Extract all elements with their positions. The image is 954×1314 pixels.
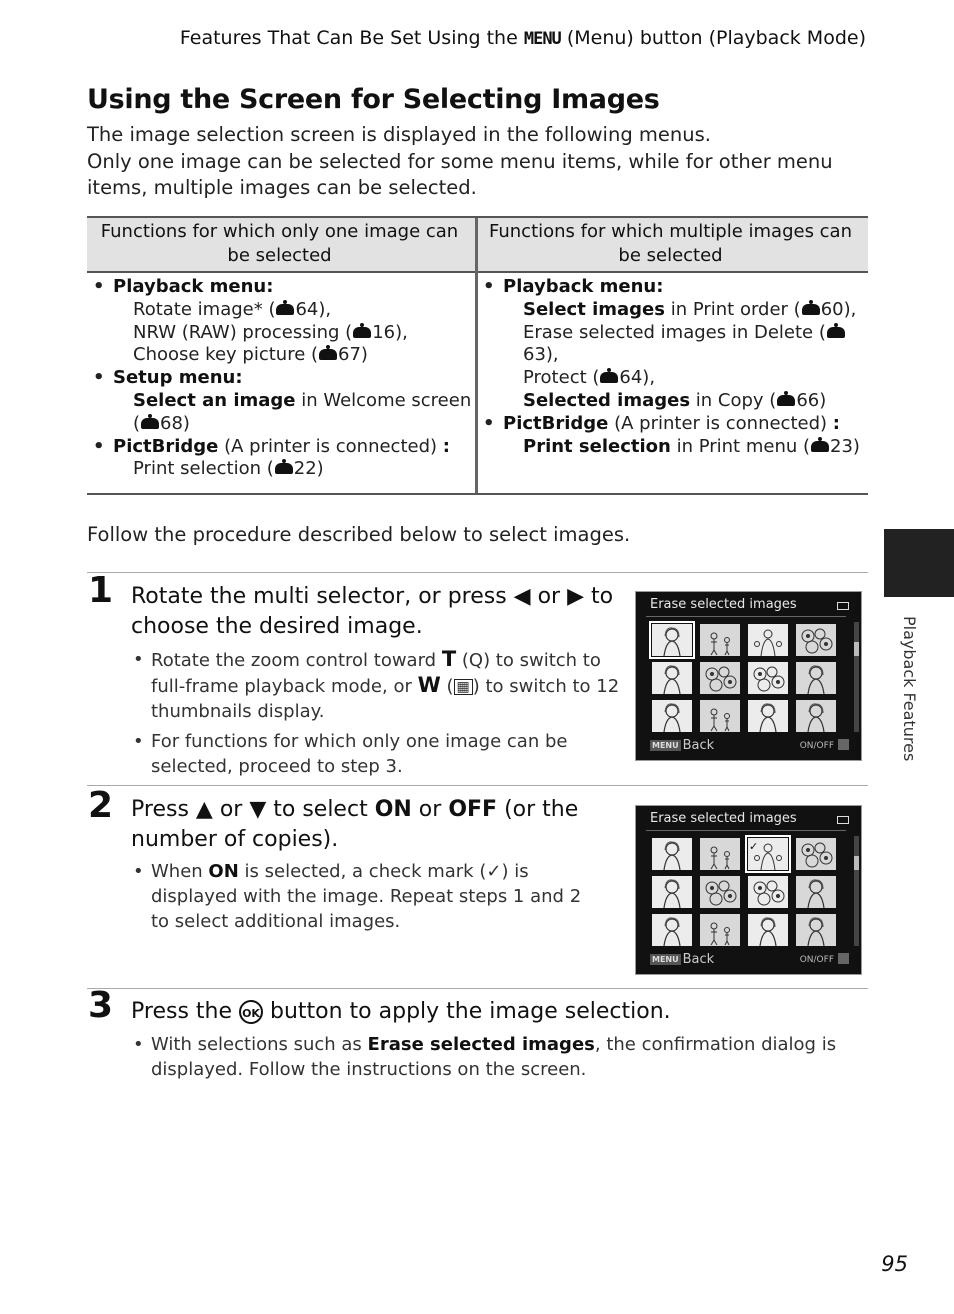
playback-zoom-icon: [838, 953, 849, 964]
check-mark-icon: ✓: [749, 840, 759, 853]
page-number: 95: [881, 1252, 908, 1276]
step-3-number: 3: [88, 985, 114, 1026]
e-reference-icon: [353, 327, 371, 338]
e-reference-icon: [276, 304, 294, 315]
step-2-number: 2: [88, 785, 114, 826]
section-tab: [884, 529, 954, 597]
list-item: • With selections such as Erase selected images, the confirmation dialog is displayed. Follow the instructions on the screen.: [131, 1032, 871, 1082]
camera-screen-2: Erase selected images ✓ MENU Back ON/OFF: [635, 805, 862, 975]
list-item: • When ON is selected, a check mark (✓) is displayed with the image. Repeat steps 1 and 2 to select additional images.: [131, 859, 596, 934]
e-reference-icon: [600, 372, 618, 383]
thumbnail[interactable]: [700, 700, 740, 732]
e-reference-icon: [275, 463, 293, 474]
running-header: Features That Can Be Set Using the MENU (Menu) button (Playback Mode): [179, 27, 866, 49]
battery-icon: [837, 816, 849, 824]
thumbnail[interactable]: [796, 624, 836, 656]
e-reference-icon: [827, 327, 845, 338]
e-reference-icon: [141, 418, 159, 429]
menu-button-icon: MENU: [652, 741, 679, 750]
thumbnail[interactable]: [652, 662, 692, 694]
camera-screen-1: Erase selected images MENU Back ON/OFF: [635, 591, 862, 761]
follow-text: Follow the procedure described below to select images.: [87, 523, 631, 546]
thumbnail[interactable]: [652, 624, 692, 656]
thumbnail[interactable]: [796, 700, 836, 732]
scroll-bar: [854, 836, 859, 946]
step-1-heading: Rotate the multi selector, or press ◀ or ▶ to choose the desired image.: [131, 584, 614, 639]
down-arrow-icon: ▼: [249, 797, 267, 822]
thumbnail[interactable]: [652, 700, 692, 732]
section-title: Using the Screen for Selecting Images: [87, 84, 660, 115]
thumbnail[interactable]: [748, 662, 788, 694]
thumbnail[interactable]: [796, 914, 836, 946]
thumbnail[interactable]: [652, 838, 692, 870]
thumbnail[interactable]: [700, 662, 740, 694]
side-label: Playback Features: [900, 616, 919, 762]
list-item: • For functions for which only one image can be selected, proceed to step 3.: [131, 729, 626, 779]
thumbnail[interactable]: [748, 700, 788, 732]
check-mark-icon: ✓: [486, 861, 502, 882]
playback-zoom-icon: [838, 739, 849, 750]
thumbnail[interactable]: [796, 838, 836, 870]
step-2-bullets: [131, 859, 596, 939]
table-cell-multiple: • Playback menu: Select images in Print order ( 60), Erase selected images in Delete (63), Protect ( 64), Selected images in Copy ( 66) • PictBridge (A printer is connected) : Print selection in Print menu ( 23): [477, 276, 868, 458]
thumbnail[interactable]: [748, 914, 788, 946]
functions-table: [87, 216, 868, 495]
thumbnail[interactable]: [700, 876, 740, 908]
wide-zoom-glyph: W: [417, 673, 441, 697]
divider: [87, 785, 868, 786]
thumbnail[interactable]: [796, 662, 836, 694]
e-reference-icon: [802, 304, 820, 315]
thumbnail[interactable]: [796, 876, 836, 908]
thumbnail[interactable]: [652, 914, 692, 946]
step-3-heading: Press the OK button to apply the image selection.: [131, 999, 671, 1024]
right-arrow-icon: ▶: [567, 584, 585, 609]
thumbnail[interactable]: [700, 914, 740, 946]
left-arrow-icon: ◀: [513, 584, 531, 609]
e-reference-icon: [319, 349, 337, 360]
thumbnail[interactable]: [748, 876, 788, 908]
thumbnail[interactable]: [700, 624, 740, 656]
scroll-bar: [854, 622, 859, 732]
playback-zoom-icon: Q: [468, 650, 484, 671]
thumbnail[interactable]: [652, 876, 692, 908]
divider: [87, 572, 868, 573]
thumbnail-grid-icon: ▦: [454, 679, 473, 695]
e-reference-icon: [811, 441, 829, 452]
e-reference-icon: [777, 395, 795, 406]
intro-text: The image selection screen is displayed in the following menus. Only one image can be selected for some menu items, while for other menu items, multiple images can be selected.: [87, 123, 833, 199]
thumbnail[interactable]: [748, 838, 788, 870]
divider: [87, 988, 868, 989]
thumbnail[interactable]: [748, 624, 788, 656]
menu-button-glyph: MENU: [523, 29, 561, 49]
ok-button-icon: OK: [239, 1000, 263, 1024]
battery-icon: [837, 602, 849, 610]
list-item: • Rotate the zoom control toward T (Q) to switch to full-frame playback mode, or W ( ▦ ) to switch to 12 thumbnails display.: [131, 647, 626, 724]
table-header-single: Functions for which only one image can be selected: [100, 221, 459, 266]
up-arrow-icon: ▲: [195, 797, 213, 822]
menu-button-icon: MENU: [652, 955, 679, 964]
thumbnail[interactable]: [700, 838, 740, 870]
step-3-bullets: [131, 1032, 871, 1087]
step-2-heading: Press ▲ or ▼ to select ON or OFF (or the number of copies).: [131, 797, 579, 852]
table-header-multiple: Functions for which multiple images can be selected: [488, 221, 852, 266]
table-cell-single: • Playback menu: Rotate image* ( 64), NRW (RAW) processing ( 16), Choose key picture ( 67) • Setup menu: Select an image in Welcome screen ( 68) • PictBridge (A printer is connected) : Print selection ( 22): [87, 276, 472, 481]
tele-zoom-glyph: T: [441, 647, 457, 671]
step-1-bullets: [131, 647, 626, 784]
step-1-number: 1: [88, 570, 114, 611]
